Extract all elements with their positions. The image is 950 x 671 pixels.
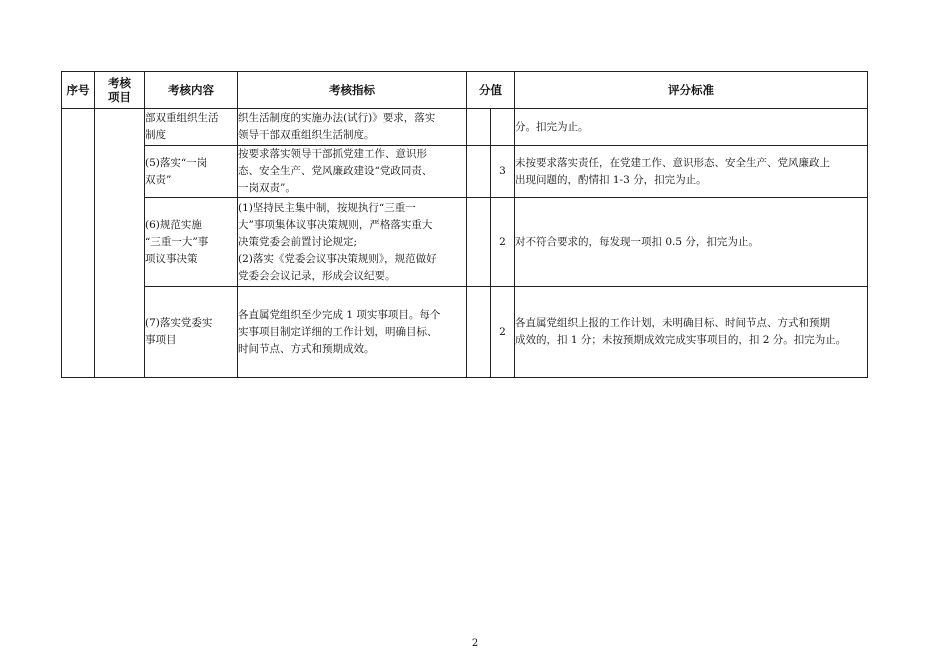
indicator-line: (2)落实《党委会议事决策规则》，规范做好	[238, 252, 437, 265]
indicator-line: 决策党委会前置讨论规定;	[238, 235, 358, 248]
header-standard: 评分标准	[515, 72, 868, 109]
indicator-line: 态、安全生产、党风廉政建设“党政同责、	[238, 165, 433, 177]
score-gap-cell	[467, 198, 491, 287]
content-line: 双责”	[145, 173, 172, 186]
indicator-line: 各直属党组织至少完成 1 项实事项目。每个	[238, 308, 441, 321]
indicator-cell	[238, 109, 467, 146]
content-line: (6)规范实施	[145, 218, 202, 231]
content-line: (5)落实“一岗	[145, 156, 208, 169]
standard-line: 分。扣完为止。	[515, 120, 589, 133]
standard-line: 对不符合要求的，每发现一项扣 0.5 分，扣完为止。	[515, 235, 759, 248]
standard-cell	[515, 198, 868, 287]
header-row	[62, 72, 868, 109]
content-cell	[145, 146, 238, 198]
standard-line: 各直属党组织上报的工作计划，未明确目标、时间节点、方式和预期	[515, 317, 830, 329]
content-cell	[145, 109, 238, 146]
indicator-cell	[238, 287, 467, 378]
content-cell	[145, 287, 238, 378]
seq-cell	[62, 109, 95, 378]
header-score: 分值	[467, 72, 515, 109]
header-item-line2: 项目	[108, 90, 131, 104]
score-cell	[491, 109, 515, 146]
header-item	[95, 72, 145, 109]
assessment-table	[61, 71, 868, 378]
standard-line: 出现问题的，酌情扣 1-3 分，扣完为止。	[515, 173, 707, 186]
indicator-line: 实事项目制定详细的工作计划，明确目标、	[238, 325, 438, 338]
content-line: 事项目	[145, 334, 177, 346]
score-cell: 2	[491, 198, 515, 287]
page-number: 2	[471, 638, 479, 649]
standard-line: 成效的，扣 1 分；未按预期成效完成实事项目的，扣 2 分。扣完为止。	[515, 334, 847, 346]
indicator-line: 按要求落实领导干部抓党建工作、意识形	[238, 148, 427, 160]
indicator-cell	[238, 146, 467, 198]
standard-cell	[515, 287, 868, 378]
table-row	[62, 198, 868, 287]
content-cell	[145, 198, 238, 287]
standard-cell	[515, 146, 868, 198]
indicator-line: (1)坚持民主集中制，按规执行“三重一	[238, 201, 416, 214]
indicator-line: 领导干部双重组织生活制度。	[238, 129, 375, 141]
header-item-line1: 考核	[108, 76, 131, 90]
content-line: “三重一大”事	[145, 235, 209, 248]
indicator-line: 大”事项集体议事决策规则，严格落实重大	[238, 218, 433, 231]
table-row	[62, 109, 868, 146]
table-row	[62, 146, 868, 198]
content-line: 项议事决策	[145, 252, 198, 265]
content-line: 部双重组织生活	[145, 112, 219, 124]
score-gap-cell	[467, 109, 491, 146]
indicator-line: 织生活制度的实施办法(试行)》要求，落实	[238, 112, 436, 124]
score-gap-cell	[467, 287, 491, 378]
indicator-line: 时间节点、方式和预期成效。	[238, 342, 375, 355]
score-gap-cell	[467, 146, 491, 198]
score-cell: 3	[491, 146, 515, 198]
score-cell: 2	[491, 287, 515, 378]
header-seq: 序号	[62, 72, 95, 109]
indicator-line: 党委会会议记录，形成会议纪要。	[238, 269, 396, 282]
table-row	[62, 287, 868, 378]
header-content: 考核内容	[145, 72, 238, 109]
header-indicator: 考核指标	[238, 72, 467, 109]
indicator-line: 一岗双责”。	[238, 182, 296, 194]
item-cell	[95, 109, 145, 378]
indicator-cell	[238, 198, 467, 287]
standard-line: 未按要求落实责任，在党建工作、意识形态、安全生产、党风廉政上	[515, 156, 830, 169]
content-line: (7)落实党委实	[145, 317, 213, 329]
content-line: 制度	[145, 129, 166, 141]
standard-cell	[515, 109, 868, 146]
